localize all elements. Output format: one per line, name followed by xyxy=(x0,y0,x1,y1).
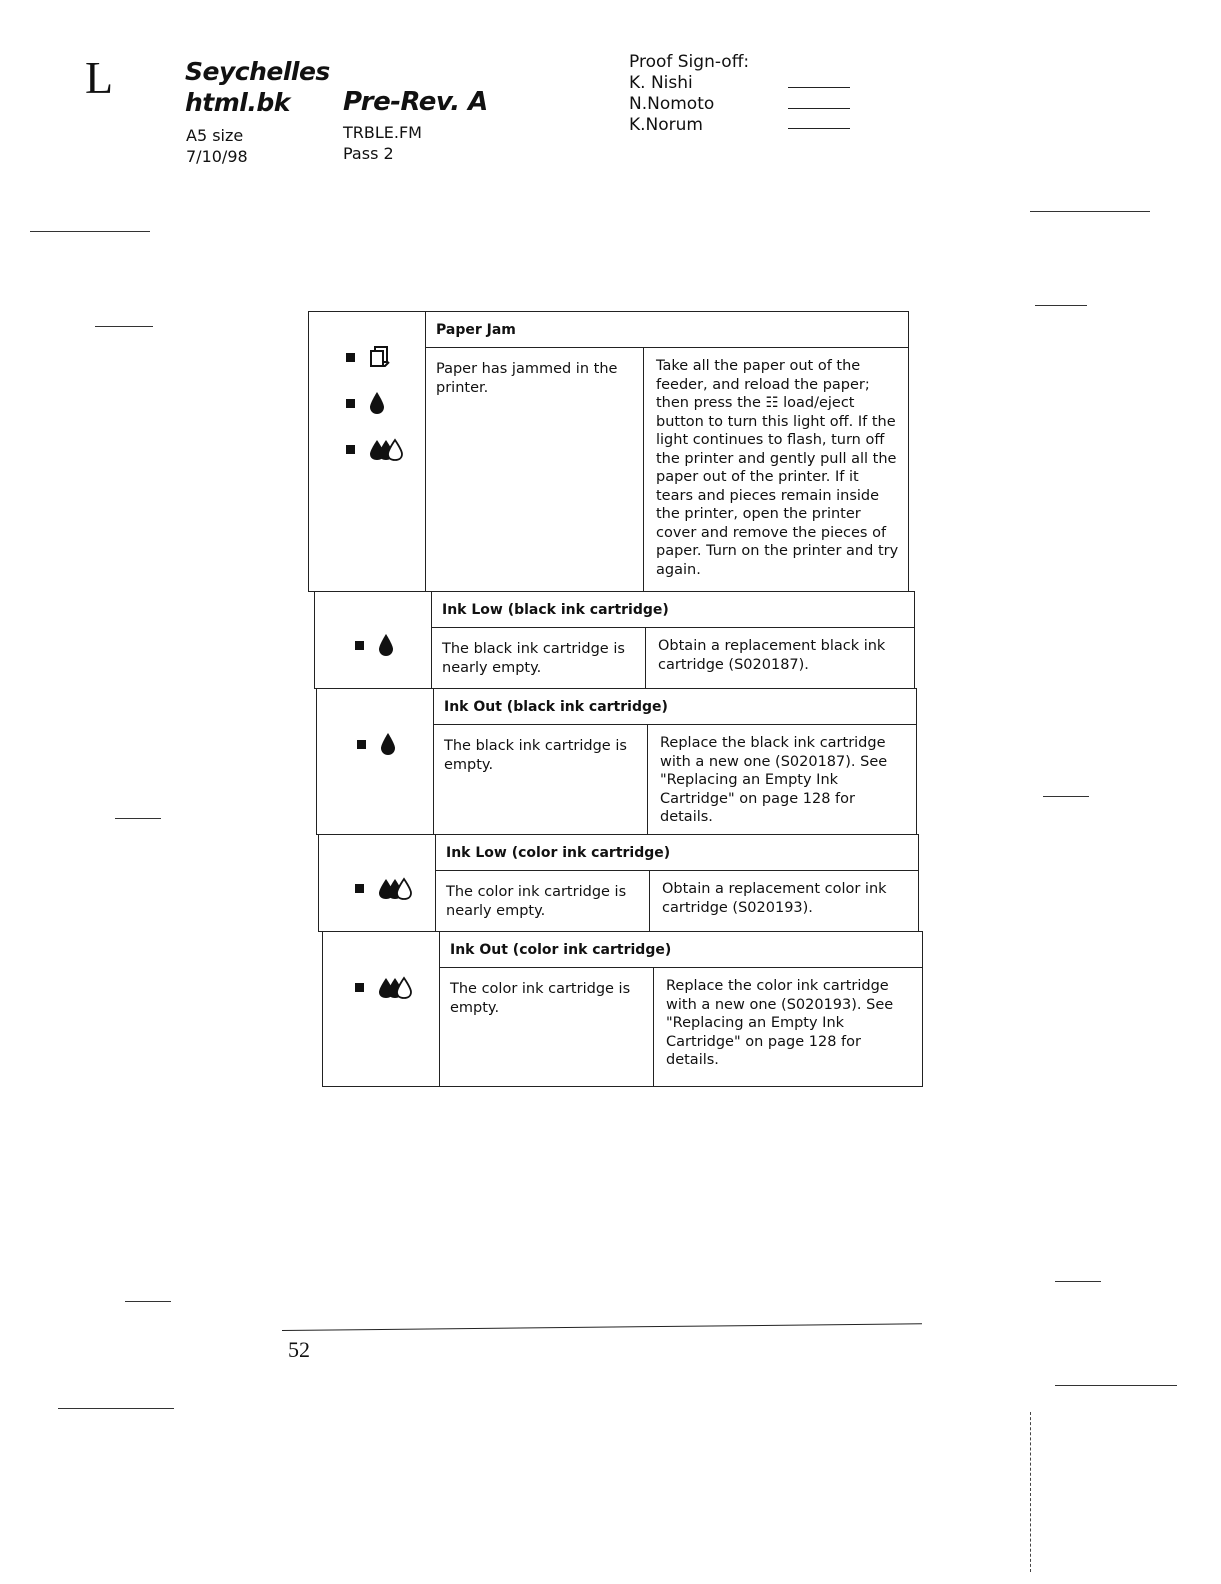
color-ink-drops-icon xyxy=(378,876,412,900)
margin-mark xyxy=(30,231,150,232)
footer-rule xyxy=(282,1323,922,1331)
row-title: Ink Out (black ink cartridge) xyxy=(434,689,916,725)
signature-line-3 xyxy=(788,128,850,129)
black-ink-drop-icon xyxy=(380,732,396,756)
signature-line-2 xyxy=(788,108,850,109)
indicator-light-icon xyxy=(355,983,364,992)
table-row xyxy=(322,931,923,1087)
margin-mark xyxy=(58,1408,174,1409)
margin-mark xyxy=(95,326,153,327)
print-date: 7/10/98 xyxy=(186,147,248,166)
table-row xyxy=(316,688,917,835)
table-row xyxy=(314,591,915,689)
row-title: Ink Low (color ink cartridge) xyxy=(436,835,918,871)
indicator-icons xyxy=(319,835,436,931)
margin-mark xyxy=(1035,305,1087,306)
indicator-light-icon xyxy=(355,641,364,650)
margin-mark xyxy=(1043,796,1089,797)
margin-mark xyxy=(1055,1385,1177,1386)
indicator-icons xyxy=(309,312,426,591)
page-size: A5 size xyxy=(186,126,244,145)
indicator-light-icon xyxy=(357,740,366,749)
indicator-icons xyxy=(323,932,440,1086)
black-ink-drop-icon xyxy=(378,633,394,657)
indicator-light-icon xyxy=(355,884,364,893)
proofer-2: N.Nomoto xyxy=(629,94,715,114)
indicator-icons xyxy=(317,689,434,834)
color-ink-drops-icon xyxy=(369,437,403,461)
row-cause: The color ink cartridge is empty. xyxy=(440,968,654,1086)
row-remedy: Replace the black ink cartridge with a new one (S020187). See "Replacing an Empty Ink Cartridge" on page 128 for details. xyxy=(660,735,888,825)
row-title: Ink Out (color ink cartridge) xyxy=(440,932,922,968)
pass-label: Pass 2 xyxy=(343,144,394,163)
book-title-line-1: Seychelles xyxy=(185,57,330,86)
proofer-3: K.Norum xyxy=(629,115,703,135)
row-cause: The black ink cartridge is empty. xyxy=(434,725,648,834)
margin-mark xyxy=(115,818,161,819)
margin-mark xyxy=(1055,1281,1101,1282)
row-remedy: Replace the color ink cartridge with a new one (S020193). See "Replacing an Empty Ink Cartridge" on page 128 for details. xyxy=(666,978,894,1068)
indicator-light-icon xyxy=(346,353,355,362)
page-number: 52 xyxy=(288,1337,310,1362)
row-title: Paper Jam xyxy=(426,312,908,348)
row-remedy: Obtain a replacement color ink cartridge (S020193). xyxy=(662,881,887,916)
corner-letter: L xyxy=(85,52,114,103)
file-name: TRBLE.FM xyxy=(343,123,422,142)
margin-mark xyxy=(1030,211,1150,212)
row-cause: The black ink cartridge is nearly empty. xyxy=(432,628,646,688)
row-cause: Paper has jammed in the printer. xyxy=(426,348,644,591)
color-ink-drops-icon xyxy=(378,975,412,999)
indicator-icons xyxy=(315,592,432,688)
margin-mark xyxy=(125,1301,171,1302)
indicator-light-icon xyxy=(346,445,355,454)
row-cause: The color ink cartridge is nearly empty. xyxy=(436,871,650,931)
proofer-1: K. Nishi xyxy=(629,73,693,93)
revision-label: Pre-Rev. A xyxy=(343,87,488,117)
table-row xyxy=(308,311,909,592)
row-remedy: Obtain a replacement black ink cartridge (S020187). xyxy=(658,638,886,673)
proof-signoff-title: Proof Sign-off: xyxy=(629,52,750,72)
indicator-light-icon xyxy=(346,399,355,408)
margin-mark xyxy=(1030,1412,1031,1572)
row-title: Ink Low (black ink cartridge) xyxy=(432,592,914,628)
black-ink-drop-icon xyxy=(369,391,385,415)
book-title-line-2: html.bk xyxy=(185,88,290,117)
table-row xyxy=(318,834,919,932)
paper-icon xyxy=(369,345,391,369)
signature-line-1 xyxy=(788,87,850,88)
row-remedy: Take all the paper out of the feeder, and reload the paper; then press the ☷ load/eject button to turn this light off. If the light continues to flash, turn off the printer and gently pull all the paper out of the printer. If it tears and pieces remain inside the printer, open the printer cover and remove the pieces of paper. Turn on the printer and try again. xyxy=(656,358,899,578)
